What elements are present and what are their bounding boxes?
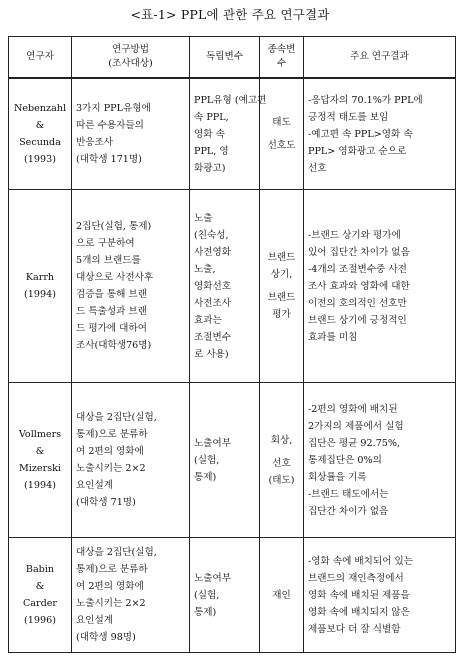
independent-line: 통제) [194,606,217,618]
results-line: PPL> 영화광고 순으로 [308,145,407,157]
results-line: 통제집단은 0%의 [308,454,382,466]
header-author: 연구자 [9,37,72,79]
cell-dependent [260,78,304,190]
method-line: 드 평가에 대하여 [76,323,147,334]
results-line: 영화 속에 배치되지 않은 [308,606,410,618]
header-row [9,37,456,79]
independent-line: 노출, [194,263,216,275]
dependent-line: 선호 [272,457,291,469]
results-line: 효과를 미침 [308,331,358,343]
table-row [9,383,456,538]
dependent-line: 재인 [272,589,291,601]
dependent-line: 상기, [270,269,293,280]
author-line: Mizerski [18,463,61,474]
results-line: 조사 효과와 영화에 대한 [308,280,410,292]
independent-line: 사전조사 [194,297,232,309]
method-line: 2집단(실험, 통제) [76,221,152,232]
method-line: 대상을 2집단(실험, [76,547,157,558]
results-line: -예고편 속 PPL>영화 속 [308,128,413,140]
cell-author [9,190,72,383]
author-line: Secunda [19,137,61,148]
method-line: 여 2편의 영화에 [76,581,144,592]
independent-line: 로 사용) [194,348,229,360]
independent-line: PPL유형 (예고편 [194,94,267,106]
author-line: & [35,120,45,131]
method-line: 검증을 통해 브랜 [76,289,147,300]
cell-dependent [260,383,304,538]
independent-line: PPL, 영 [194,145,229,157]
author-line: Nebenzahl [13,103,67,114]
results-line: -4개의 조절변수중 사전 [308,263,407,275]
method-line: (대학생 98명) [76,632,136,643]
method-line: 드 특출성과 브랜 [76,306,147,317]
author-line: Carder [22,598,58,609]
method-line: 통제)으로 분류하 [76,429,148,440]
independent-line: 노출여부 [194,437,232,449]
independent-line: 속 PPL, [194,111,229,123]
independent-line: 노출 [194,212,213,224]
independent-line: 사전영화 [194,246,232,258]
cell-independent [190,383,260,538]
method-line: 여 2편의 영화에 [76,446,144,457]
results-line: 브랜드 상기에 긍정적인 [308,314,407,326]
dependent-line: 브랜드 [267,252,296,263]
independent-line: 효과는 [194,314,222,326]
results-line: 긍정적 태도를 보임 [308,111,389,123]
method-line: 요인설계 [76,615,114,626]
independent-line: 영화 속 [194,128,225,140]
independent-line: 영화선호 [194,280,232,292]
dependent-line: 회상, [270,434,293,446]
cell-results [304,383,456,538]
results-line: -2편의 영화에 배치된 [308,403,398,415]
results-line: 제품보다 더 잘 식별함 [308,623,401,635]
header-dependent: 종속변수 [260,37,304,79]
results-line: 선호 [308,162,327,174]
results-line: 2가지의 제품에서 실험 [308,420,404,432]
method-line: 따른 수용자들의 [76,120,144,131]
method-line: 통제)으로 분류하 [76,564,148,575]
table-row [9,190,456,383]
header-method [72,37,190,79]
method-line: 조사(대학생76명) [76,340,152,351]
method-line: (대학생 171명) [76,154,142,165]
results-line: 영화 속에 배치된 제품을 [308,589,410,601]
author-line: Vollmers [18,429,62,440]
results-line: -브랜드 태도에서는 [308,488,389,500]
table-row [9,538,456,653]
method-line: 반응조사 [76,137,114,148]
independent-line: 노출여부 [194,572,232,584]
author-line: (1996) [24,615,56,626]
independent-line: (실험, [194,589,220,601]
cell-author [9,538,72,653]
results-line: -응답자의 70.1%가 PPL에 [308,94,423,106]
results-line: 이전의 호의적인 선호만 [308,297,407,309]
cell-results [304,538,456,653]
results-line: -영화 속에 배치되어 있는 [308,555,414,567]
cell-author [9,78,72,190]
cell-method [72,190,190,383]
cell-results [304,78,456,190]
method-line: 노출시키는 2×2 [76,463,146,474]
method-line: 3가지 PPL유형에 [76,103,151,114]
cell-independent [190,190,260,383]
method-line: (대학생 71명) [76,497,136,508]
results-line: 집단간 차이가 없음 [308,505,389,517]
cell-method [72,538,190,653]
independent-line: 조절변수 [194,331,232,343]
author-line: Karrh [25,272,55,283]
dependent-line: 태도 [272,117,291,128]
results-line: 집단은 평균 92.75%, [308,437,401,449]
header-method-line: (조사대상) [108,58,153,69]
independent-line: (실험, [194,454,220,466]
cell-dependent [260,538,304,653]
author-line: (1993) [24,154,56,165]
dependent-line: 선호도 [267,140,296,151]
results-line: 회상률을 기록 [308,471,367,483]
cell-dependent [260,190,304,383]
method-line: 요인설계 [76,480,114,491]
results-line: -브랜드 상기와 평가에 [308,229,401,241]
dependent-line: 브랜드 [267,292,296,303]
cell-results [304,190,456,383]
method-line: 으로 구분하여 [76,238,135,249]
method-line: 5개의 브랜드를 [76,255,141,266]
method-line: 대상으로 사전사후 [76,272,154,283]
author-line: Babin [25,564,55,575]
header-method-line: 연구방법 [111,44,150,55]
results-line: 있어 집단간 차이가 없음 [308,246,410,258]
independent-line: (친숙성, [194,229,229,241]
dependent-line: 평가 [272,309,291,320]
table-row [9,78,456,190]
author-line: & [35,581,45,592]
author-line: (1994) [24,480,56,491]
research-summary-table [8,36,456,653]
results-line: 브랜드의 재인측정에서 [308,572,404,584]
cell-method [72,78,190,190]
cell-independent [190,78,267,190]
author-line: & [35,446,45,457]
cell-author [9,383,72,538]
dependent-line: (태도) [268,474,295,486]
cell-independent [190,538,260,653]
header-results: 주요 연구결과 [304,37,456,79]
header-independent: 독립변수 [190,37,260,79]
independent-line: 통제) [194,471,217,483]
author-line: (1994) [24,289,56,300]
method-line: 노출시키는 2×2 [76,598,146,609]
table-caption: <표-1> PPL에 관한 주요 연구결과 [130,7,330,22]
method-line: 대상을 2집단(실험, [76,412,157,423]
independent-line: 화광고) [194,162,226,174]
cell-method [72,383,190,538]
